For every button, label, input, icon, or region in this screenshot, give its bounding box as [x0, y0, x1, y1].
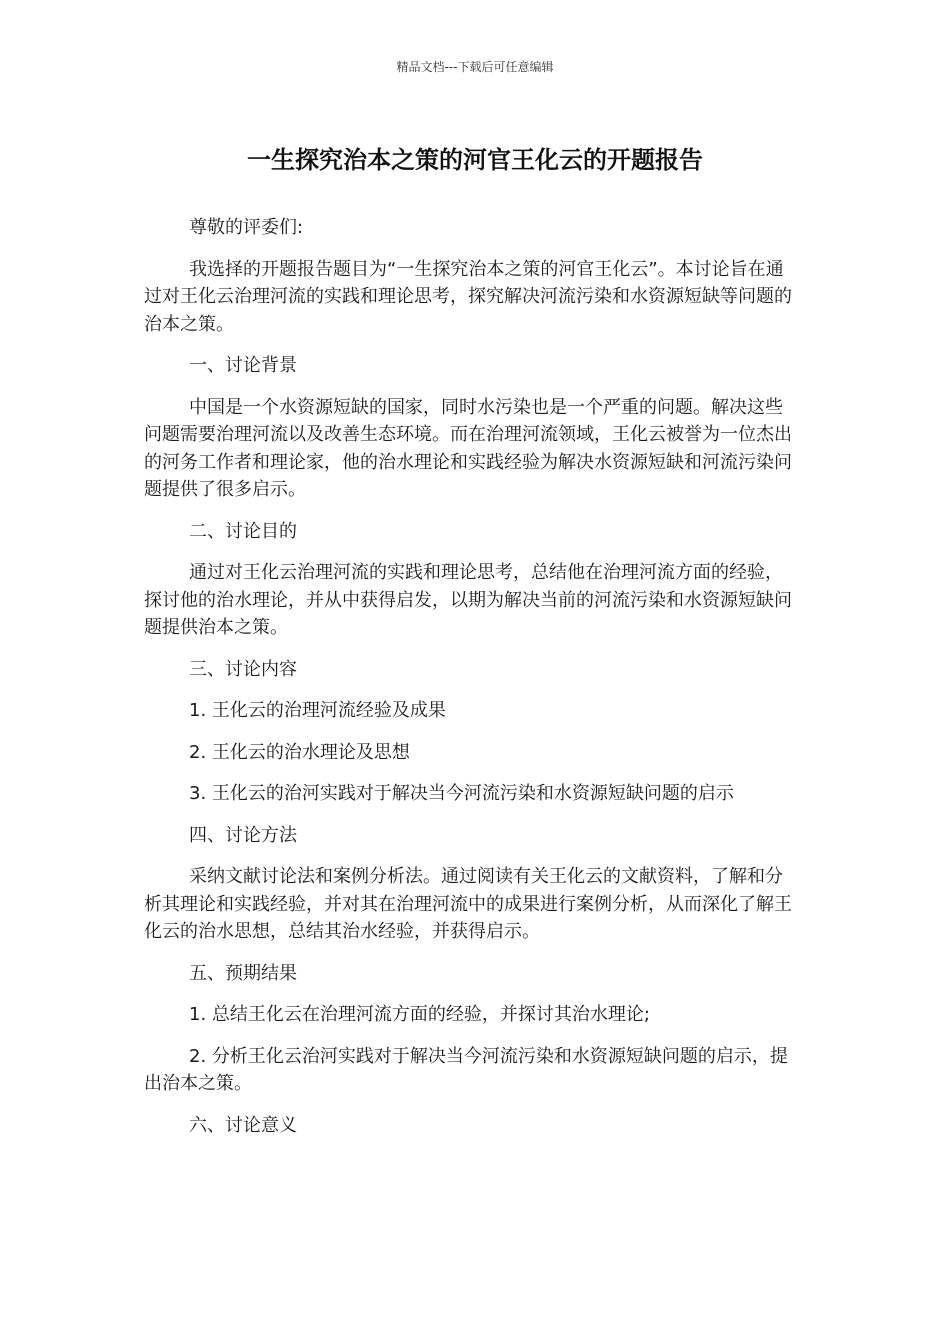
section-heading-purpose: 二、讨论目的: [189, 520, 297, 542]
method-paragraph: 采纳文献讨论法和案例分析法。通过阅读有关王化云的文献资料，了解和分析其理论和实践经验，并对其在治理河流中的成果进行案例分析，从而深化了解王化云的治水思想，总结其治水经验，并获得启示。: [144, 866, 792, 942]
section-heading-content: 三、讨论内容: [189, 658, 297, 680]
purpose-paragraph: 通过对王化云治理河流的实践和理论思考，总结他在治理河流方面的经验，探讨他的治水理论，并从中获得启发，以期为解决当前的河流污染和水资源短缺问题提供治本之策。: [144, 562, 792, 638]
header-note: 精品文档---下载后可任意编辑: [396, 60, 554, 74]
document-title: 一生探究治本之策的河官王化云的开题报告: [247, 146, 703, 174]
intro-paragraph: 我选择的开题报告题目为“一生探究治本之策的河官王化云”。本讨论旨在通过对王化云治理河流的实践和理论思考，探究解决河流污染和水资源短缺等问题的治本之策。: [144, 258, 792, 335]
section-heading-background: 一、讨论背景: [189, 355, 297, 376]
salutation: 尊敬的评委们:: [189, 217, 304, 238]
result-item-2: 2. 分析王化云治河实践对于解决当今河流污染和水资源短缺问题的启示，提出治本之策。: [144, 1045, 788, 1094]
document-body: [144, 214, 798, 1153]
content-item-2: 2. 王化云的治水理论及思想: [189, 741, 410, 763]
content-item-3: 3. 王化云的治河实践对于解决当今河流污染和水资源短缺问题的启示: [189, 783, 734, 804]
background-paragraph: 中国是一个水资源短缺的国家，同时水污染也是一个严重的问题。解决这些问题需要治理河流以及改善生态环境。而在治理河流领域，王化云被誉为一位杰出的河务工作者和理论家，他的治水理论和实践经验为解决水资源短缺和河流污染问题提供了很多启示。: [144, 396, 792, 500]
section-heading-method: 四、讨论方法: [189, 824, 297, 846]
content-item-1: 1. 王化云的治理河流经验及成果: [189, 700, 446, 721]
section-heading-significance: 六、讨论意义: [189, 1114, 297, 1136]
section-heading-expected-results: 五、预期结果: [189, 962, 297, 984]
result-item-1: 1. 总结王化云在治理河流方面的经验，并探讨其治水理论;: [189, 1004, 650, 1025]
